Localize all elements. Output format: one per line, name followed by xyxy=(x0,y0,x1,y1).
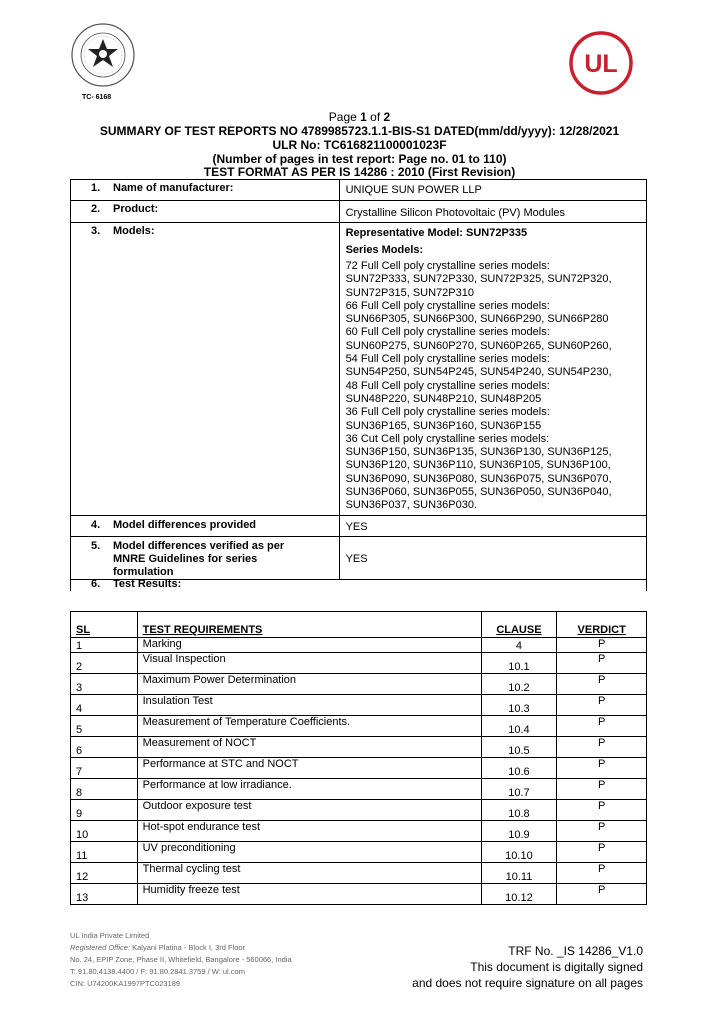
table-row: 2 Visual Inspection 10.1 P xyxy=(71,653,647,674)
test-format: TEST FORMAT AS PER IS 14286 : 2010 (First Revision) xyxy=(203,165,516,179)
manufacturer-value: UNIQUE SUN POWER LLP xyxy=(339,180,646,201)
manufacturer-label-cell: 1. Name of manufacturer: xyxy=(71,180,340,201)
ul-logo-text: UL xyxy=(584,50,618,78)
series-models-list: 72 Full Cell poly crystalline series models: SUN72P333, SUN72P330, SUN72P325, SUN72P320, SUN72P315, SUN72P310 66 Full Cell poly crystalline series models: SUN66P305, SUN66P300, SUN66P290, SUN66P280 60 Full Cell poly crystalline series models: SUN60P275, SUN60P270, SUN60P265, SUN60P260, 54 Full Cell poly crystalline series models: SUN54P250, SUN54P245, SUN54P240, SUN54P230, 48 Full Cell poly crystalline series models: SUN48P220, SUN48P210, SUN48P205 36 Full Cell poly crystalline series models: SUN36P165, SUN36P160, SUN36P155 36 Cut Cell poly crystalline series models: SUN36P150, SUN36P135, SUN36P130, SUN36P125, SUN36P120, SUN36P110, SUN36P105, SUN36P100, SUN36P090, SUN36P080, SUN36P075, SUN36P070, SUN36P060, SUN36P055, SUN36P050, SUN36P040, SUN36P037, SUN36P030. xyxy=(345,260,612,512)
table-row: 11 UV preconditioning 10.10 P xyxy=(71,842,647,863)
report-info-table xyxy=(70,179,647,591)
table-row: 5 Measurement of Temperature Coefficients. 10.4 P xyxy=(71,716,647,737)
results-title-cell: 6. Test Results: xyxy=(71,580,647,591)
summary-title: SUMMARY OF TEST REPORTS NO 4789985723.1.1-BIS-S1 DATED(mm/dd/yyyy): 12/28/2021 xyxy=(99,124,620,138)
table-row: 10 Hot-spot endurance test 10.9 P xyxy=(71,821,647,842)
col-header-verdict: VERDICT xyxy=(557,612,647,638)
series-models-title: Series Models: xyxy=(345,244,424,256)
accreditation-seal xyxy=(70,22,136,88)
verified-value: YES xyxy=(339,537,646,580)
table-row: 9 Outdoor exposure test 10.8 P xyxy=(71,800,647,821)
ulr-number: ULR No: TC616821100001023F xyxy=(272,138,447,152)
differences-value: YES xyxy=(339,516,646,537)
models-label-cell: 3. Models: xyxy=(71,223,340,516)
table-row: 6 Measurement of NOCT 10.5 P xyxy=(71,737,647,758)
table-row: 12 Thermal cycling test 10.11 P xyxy=(71,863,647,884)
table-row: 4 Insulation Test 10.3 P xyxy=(71,695,647,716)
footer-signature-note: TRF No. _IS 14286_V1.0 This document is digitally signed and does not require signature on all pages xyxy=(412,944,643,990)
col-header-clause: CLAUSE xyxy=(481,612,557,638)
footer-company-info: UL India Private Limited Registered Office: Kalyani Platina - Block I, 3rd Floor No. 24, EPIP Zone, Phase II, Whitefield, Bangalore - 560066, India T: 91.80.4138.4400 / F: 91.80.2841.3759 / W: ul.com CIN: U74200KA1997PTC023189 xyxy=(70,931,292,988)
col-header-sl: SL xyxy=(71,612,138,638)
differences-label-cell: 4. Model differences provided xyxy=(71,516,340,537)
ul-logo xyxy=(568,30,634,96)
table-row: 8 Performance at low irradiance. 10.7 P xyxy=(71,779,647,800)
models-value xyxy=(339,223,646,516)
representative-model: Representative Model: SUN72P335 xyxy=(345,227,528,239)
certificate-code: TC- 6168 xyxy=(82,94,112,101)
page-indicator: Page 1 of 2 xyxy=(328,110,391,124)
table-row: 1 Marking 4 P xyxy=(71,638,647,653)
trf-number: TRF No. _IS 14286_V1.0 xyxy=(508,944,643,958)
table-row: 3 Maximum Power Determination 10.2 P xyxy=(71,674,647,695)
verified-label-cell: 5. Model differences verified as per MNRE Guidelines for series formulation xyxy=(71,537,340,580)
table-row: 7 Performance at STC and NOCT 10.6 P xyxy=(71,758,647,779)
table-row: 13 Humidity freeze test 10.12 P xyxy=(71,884,647,905)
test-results-table xyxy=(70,611,647,905)
product-label-cell: 2. Product: xyxy=(71,201,340,223)
product-value: Crystalline Silicon Photovoltaic (PV) Modules xyxy=(339,201,646,223)
pages-note: (Number of pages in test report: Page no. 01 to 110) xyxy=(212,152,507,166)
col-header-requirements: TEST REQUIREMENTS xyxy=(137,612,481,638)
